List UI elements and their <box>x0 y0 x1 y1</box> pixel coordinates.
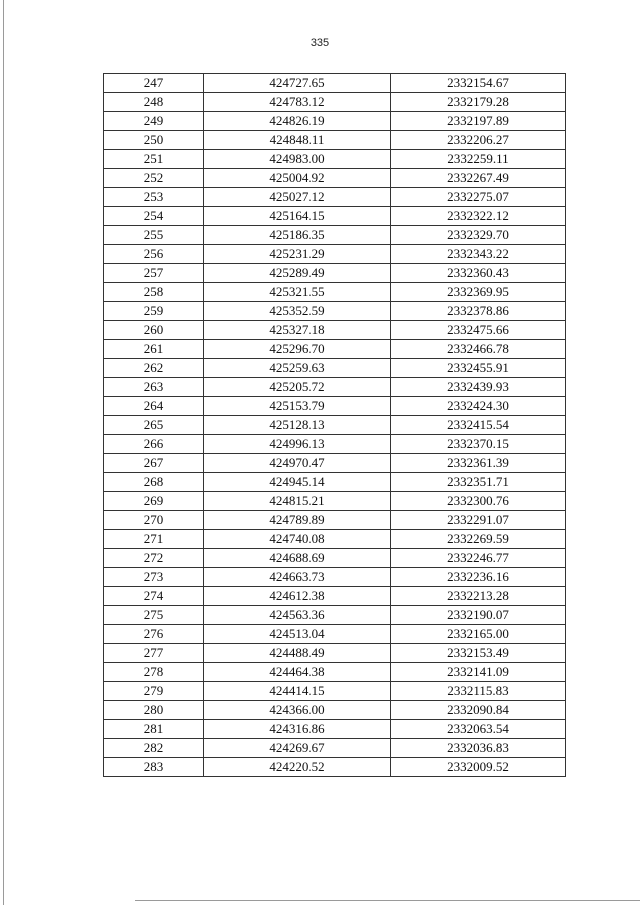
y-coordinate-cell: 2332213.28 <box>391 587 566 606</box>
y-coordinate-cell: 2332329.70 <box>391 226 566 245</box>
x-coordinate-cell: 425289.49 <box>204 264 391 283</box>
table-row <box>104 454 566 473</box>
point-number-cell: 272 <box>104 549 204 568</box>
y-coordinate-cell: 2332036.83 <box>391 739 566 758</box>
x-coordinate-cell: 424563.36 <box>204 606 391 625</box>
point-number-cell: 263 <box>104 378 204 397</box>
table-row <box>104 568 566 587</box>
y-coordinate-cell: 2332300.76 <box>391 492 566 511</box>
y-coordinate-cell: 2332361.39 <box>391 454 566 473</box>
table-row <box>104 625 566 644</box>
point-number-cell: 256 <box>104 245 204 264</box>
x-coordinate-cell: 424688.69 <box>204 549 391 568</box>
scan-left-edge <box>3 0 4 905</box>
point-number-cell: 259 <box>104 302 204 321</box>
x-coordinate-cell: 425153.79 <box>204 397 391 416</box>
y-coordinate-cell: 2332259.11 <box>391 150 566 169</box>
x-coordinate-cell: 424414.15 <box>204 682 391 701</box>
point-number-cell: 279 <box>104 682 204 701</box>
scan-bottom-edge <box>135 900 640 901</box>
table-row <box>104 93 566 112</box>
point-number-cell: 264 <box>104 397 204 416</box>
table-row <box>104 587 566 606</box>
x-coordinate-cell: 424996.13 <box>204 435 391 454</box>
x-coordinate-cell: 425327.18 <box>204 321 391 340</box>
point-number-cell: 268 <box>104 473 204 492</box>
point-number-cell: 257 <box>104 264 204 283</box>
table-row <box>104 378 566 397</box>
y-coordinate-cell: 2332370.15 <box>391 435 566 454</box>
y-coordinate-cell: 2332197.89 <box>391 112 566 131</box>
point-number-cell: 280 <box>104 701 204 720</box>
table-row <box>104 720 566 739</box>
point-number-cell: 265 <box>104 416 204 435</box>
y-coordinate-cell: 2332291.07 <box>391 511 566 530</box>
y-coordinate-cell: 2332455.91 <box>391 359 566 378</box>
y-coordinate-cell: 2332154.67 <box>391 74 566 93</box>
table-row <box>104 150 566 169</box>
point-number-cell: 276 <box>104 625 204 644</box>
x-coordinate-cell: 425128.13 <box>204 416 391 435</box>
x-coordinate-cell: 424740.08 <box>204 530 391 549</box>
point-number-cell: 258 <box>104 283 204 302</box>
table-row <box>104 283 566 302</box>
table-row <box>104 131 566 150</box>
point-number-cell: 267 <box>104 454 204 473</box>
table-row <box>104 340 566 359</box>
y-coordinate-cell: 2332165.00 <box>391 625 566 644</box>
coordinates-table-body <box>104 74 566 777</box>
point-number-cell: 278 <box>104 663 204 682</box>
x-coordinate-cell: 425321.55 <box>204 283 391 302</box>
point-number-cell: 266 <box>104 435 204 454</box>
y-coordinate-cell: 2332246.77 <box>391 549 566 568</box>
x-coordinate-cell: 424488.49 <box>204 644 391 663</box>
point-number-cell: 282 <box>104 739 204 758</box>
table-row <box>104 435 566 454</box>
y-coordinate-cell: 2332267.49 <box>391 169 566 188</box>
table-row <box>104 511 566 530</box>
y-coordinate-cell: 2332141.09 <box>391 663 566 682</box>
y-coordinate-cell: 2332115.83 <box>391 682 566 701</box>
table-row <box>104 739 566 758</box>
table-row <box>104 473 566 492</box>
point-number-cell: 277 <box>104 644 204 663</box>
y-coordinate-cell: 2332351.71 <box>391 473 566 492</box>
point-number-cell: 253 <box>104 188 204 207</box>
x-coordinate-cell: 425205.72 <box>204 378 391 397</box>
point-number-cell: 262 <box>104 359 204 378</box>
y-coordinate-cell: 2332322.12 <box>391 207 566 226</box>
point-number-cell: 254 <box>104 207 204 226</box>
x-coordinate-cell: 424826.19 <box>204 112 391 131</box>
y-coordinate-cell: 2332063.54 <box>391 720 566 739</box>
y-coordinate-cell: 2332009.52 <box>391 758 566 777</box>
table-row <box>104 397 566 416</box>
x-coordinate-cell: 425231.29 <box>204 245 391 264</box>
y-coordinate-cell: 2332466.78 <box>391 340 566 359</box>
x-coordinate-cell: 425352.59 <box>204 302 391 321</box>
y-coordinate-cell: 2332424.30 <box>391 397 566 416</box>
point-number-cell: 283 <box>104 758 204 777</box>
point-number-cell: 261 <box>104 340 204 359</box>
point-number-cell: 252 <box>104 169 204 188</box>
x-coordinate-cell: 424848.11 <box>204 131 391 150</box>
table-row <box>104 74 566 93</box>
x-coordinate-cell: 424945.14 <box>204 473 391 492</box>
y-coordinate-cell: 2332153.49 <box>391 644 566 663</box>
point-number-cell: 275 <box>104 606 204 625</box>
y-coordinate-cell: 2332360.43 <box>391 264 566 283</box>
x-coordinate-cell: 424269.67 <box>204 739 391 758</box>
point-number-cell: 255 <box>104 226 204 245</box>
table-row <box>104 644 566 663</box>
x-coordinate-cell: 425004.92 <box>204 169 391 188</box>
table-row <box>104 302 566 321</box>
y-coordinate-cell: 2332190.07 <box>391 606 566 625</box>
x-coordinate-cell: 425186.35 <box>204 226 391 245</box>
point-number-cell: 250 <box>104 131 204 150</box>
point-number-cell: 247 <box>104 74 204 93</box>
y-coordinate-cell: 2332269.59 <box>391 530 566 549</box>
table-row <box>104 226 566 245</box>
y-coordinate-cell: 2332343.22 <box>391 245 566 264</box>
x-coordinate-cell: 424316.86 <box>204 720 391 739</box>
table-row <box>104 549 566 568</box>
point-number-cell: 273 <box>104 568 204 587</box>
x-coordinate-cell: 424464.38 <box>204 663 391 682</box>
point-number-cell: 274 <box>104 587 204 606</box>
point-number-cell: 251 <box>104 150 204 169</box>
table-row <box>104 264 566 283</box>
table-row <box>104 112 566 131</box>
point-number-cell: 281 <box>104 720 204 739</box>
x-coordinate-cell: 424815.21 <box>204 492 391 511</box>
x-coordinate-cell: 424789.89 <box>204 511 391 530</box>
x-coordinate-cell: 424663.73 <box>204 568 391 587</box>
table-row <box>104 169 566 188</box>
table-row <box>104 245 566 264</box>
table-row <box>104 188 566 207</box>
x-coordinate-cell: 424366.00 <box>204 701 391 720</box>
x-coordinate-cell: 425027.12 <box>204 188 391 207</box>
x-coordinate-cell: 424220.52 <box>204 758 391 777</box>
x-coordinate-cell: 425259.63 <box>204 359 391 378</box>
y-coordinate-cell: 2332378.86 <box>391 302 566 321</box>
table-row <box>104 663 566 682</box>
table-row <box>104 682 566 701</box>
y-coordinate-cell: 2332475.66 <box>391 321 566 340</box>
table-row <box>104 207 566 226</box>
x-coordinate-cell: 424612.38 <box>204 587 391 606</box>
point-number-cell: 249 <box>104 112 204 131</box>
y-coordinate-cell: 2332179.28 <box>391 93 566 112</box>
y-coordinate-cell: 2332439.93 <box>391 378 566 397</box>
point-number-cell: 269 <box>104 492 204 511</box>
point-number-cell: 248 <box>104 93 204 112</box>
y-coordinate-cell: 2332415.54 <box>391 416 566 435</box>
table-row <box>104 701 566 720</box>
point-number-cell: 271 <box>104 530 204 549</box>
table-row <box>104 758 566 777</box>
page-number: 335 <box>310 37 330 49</box>
y-coordinate-cell: 2332206.27 <box>391 131 566 150</box>
y-coordinate-cell: 2332236.16 <box>391 568 566 587</box>
coordinates-table <box>103 73 566 777</box>
table-row <box>104 530 566 549</box>
x-coordinate-cell: 424727.65 <box>204 74 391 93</box>
x-coordinate-cell: 425164.15 <box>204 207 391 226</box>
point-number-cell: 260 <box>104 321 204 340</box>
y-coordinate-cell: 2332275.07 <box>391 188 566 207</box>
table-row <box>104 416 566 435</box>
x-coordinate-cell: 424970.47 <box>204 454 391 473</box>
x-coordinate-cell: 424513.04 <box>204 625 391 644</box>
x-coordinate-cell: 424783.12 <box>204 93 391 112</box>
y-coordinate-cell: 2332090.84 <box>391 701 566 720</box>
table-row <box>104 359 566 378</box>
y-coordinate-cell: 2332369.95 <box>391 283 566 302</box>
table-row <box>104 606 566 625</box>
table-row <box>104 321 566 340</box>
x-coordinate-cell: 424983.00 <box>204 150 391 169</box>
x-coordinate-cell: 425296.70 <box>204 340 391 359</box>
point-number-cell: 270 <box>104 511 204 530</box>
table-row <box>104 492 566 511</box>
